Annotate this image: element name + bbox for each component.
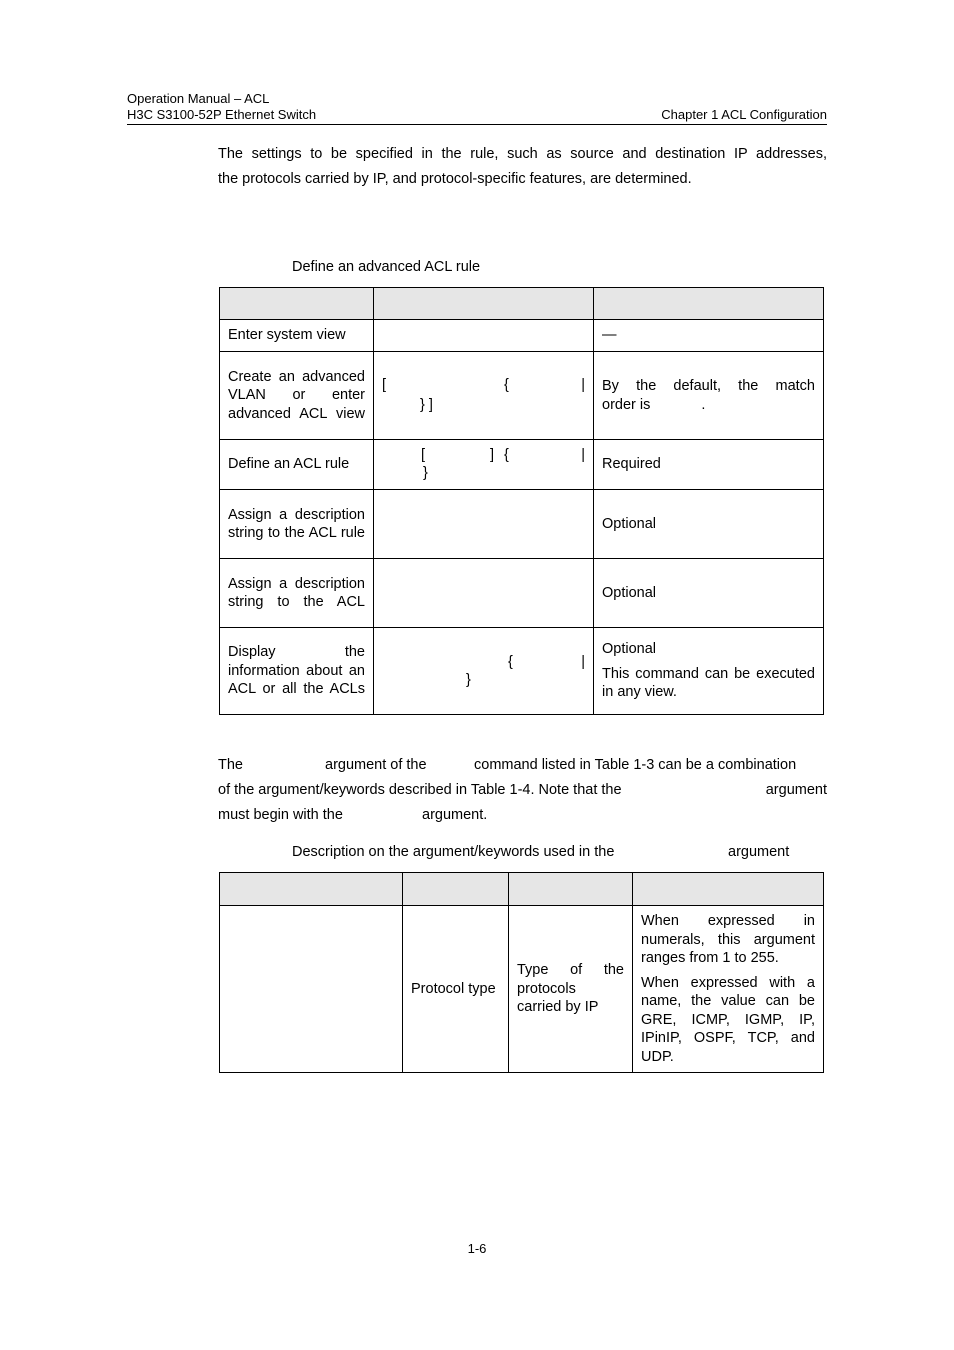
para-text: argument	[765, 782, 827, 798]
header-cell	[403, 873, 509, 906]
remark-text: Optional	[602, 641, 657, 658]
manual-title: Operation Manual – ACL	[127, 91, 270, 106]
table2-caption	[292, 844, 614, 860]
table-row	[220, 559, 824, 628]
remark-cell: —	[594, 320, 824, 352]
advanced-acl-table	[219, 287, 824, 715]
command-cell	[374, 440, 594, 490]
command-cell	[374, 559, 594, 628]
step-cell: Enter system view	[220, 320, 374, 352]
remark-cell	[594, 352, 824, 440]
table-header-row	[220, 288, 824, 320]
step-cell: Assign a description string to the ACL rule	[220, 490, 374, 559]
table1-caption: Define an advanced ACL rule	[292, 259, 481, 275]
remark-cell: Optional	[594, 490, 824, 559]
step-cell: Define an ACL rule	[220, 440, 374, 490]
bracket: ]	[490, 447, 495, 464]
remark-text: This command can be executed in any view.	[602, 665, 815, 701]
bracket: }	[423, 465, 428, 482]
chapter-title: Chapter 1 ACL Configuration	[661, 107, 827, 122]
remark-cell: Required	[594, 440, 824, 490]
remark-cell	[594, 628, 824, 715]
step-cell: Display the information about an ACL or all the ACLs	[220, 628, 374, 715]
header-cell	[220, 288, 374, 320]
product-name: H3C S3100-52P Ethernet Switch	[127, 107, 317, 122]
para-text: command listed in Table 1-3 can be a combination	[474, 757, 797, 773]
para2-line-3	[218, 803, 827, 828]
para-text: of the argument/keywords described in Table 1-4. Note that the	[218, 782, 622, 798]
para2-line-2	[218, 778, 827, 803]
bracket: {	[504, 377, 509, 394]
header-cell	[633, 873, 824, 906]
remark-text: .	[701, 396, 706, 413]
command-cell	[374, 628, 594, 715]
header-cell	[374, 288, 594, 320]
header-cell	[220, 873, 403, 906]
header-divider	[127, 124, 827, 125]
bracket: |	[581, 447, 585, 464]
table-row	[220, 352, 824, 440]
table2-caption-tail: argument	[728, 844, 790, 860]
para-text: must begin with the	[218, 807, 343, 823]
bracket: } ]	[420, 397, 433, 414]
bracket: |	[581, 377, 585, 394]
note-cell	[633, 906, 824, 1073]
note-text: When expressed with a name, the value can be GRE, ICMP, IGMP, IP, IPinIP, OSPF, TCP, and UDP.	[641, 974, 815, 1065]
table-row	[220, 906, 824, 1073]
table-header-row	[220, 873, 824, 906]
header-cell	[594, 288, 824, 320]
page-number: 1-6	[467, 1241, 487, 1256]
remark-text: By the default, the match	[602, 378, 815, 394]
remark-text	[602, 396, 815, 415]
type-cell: Protocol type	[403, 906, 509, 1073]
bracket: {	[508, 653, 513, 670]
para-text: The	[218, 757, 243, 773]
command-cell	[374, 490, 594, 559]
argument-table	[219, 872, 824, 1073]
argument-cell	[220, 906, 403, 1073]
step-cell: Assign a description string to the ACL	[220, 559, 374, 628]
table-row	[220, 320, 824, 352]
table-row	[220, 490, 824, 559]
intro-line-2: the protocols carried by IP, and protocol-specific features, are determined.	[218, 171, 692, 187]
bracket: }	[466, 671, 471, 688]
command-cell	[374, 320, 594, 352]
note-text: When expressed in numerals, this argument ranges from 1 to 255.	[641, 913, 815, 966]
para-text: argument.	[422, 807, 488, 823]
header-cell	[509, 873, 633, 906]
table-row	[220, 440, 824, 490]
description-cell: Type of the protocols carried by IP	[509, 906, 633, 1073]
bracket: [	[382, 377, 387, 394]
step-cell: Create an advanced VLAN or enter advanced ACL view	[220, 352, 374, 440]
bracket: [	[421, 447, 426, 464]
bracket: {	[504, 447, 509, 464]
caption-text: Description on the argument/keywords used in the	[292, 844, 615, 860]
bracket: |	[581, 653, 585, 670]
intro-line-1: The settings to be specified in the rule, such as source and destination IP addresses,	[218, 146, 827, 162]
para-text: argument of the	[325, 757, 427, 773]
table-row	[220, 628, 824, 715]
para2-line-1	[218, 753, 827, 778]
remark-cell: Optional	[594, 559, 824, 628]
command-cell	[374, 352, 594, 440]
remark-text: order is	[602, 396, 651, 413]
